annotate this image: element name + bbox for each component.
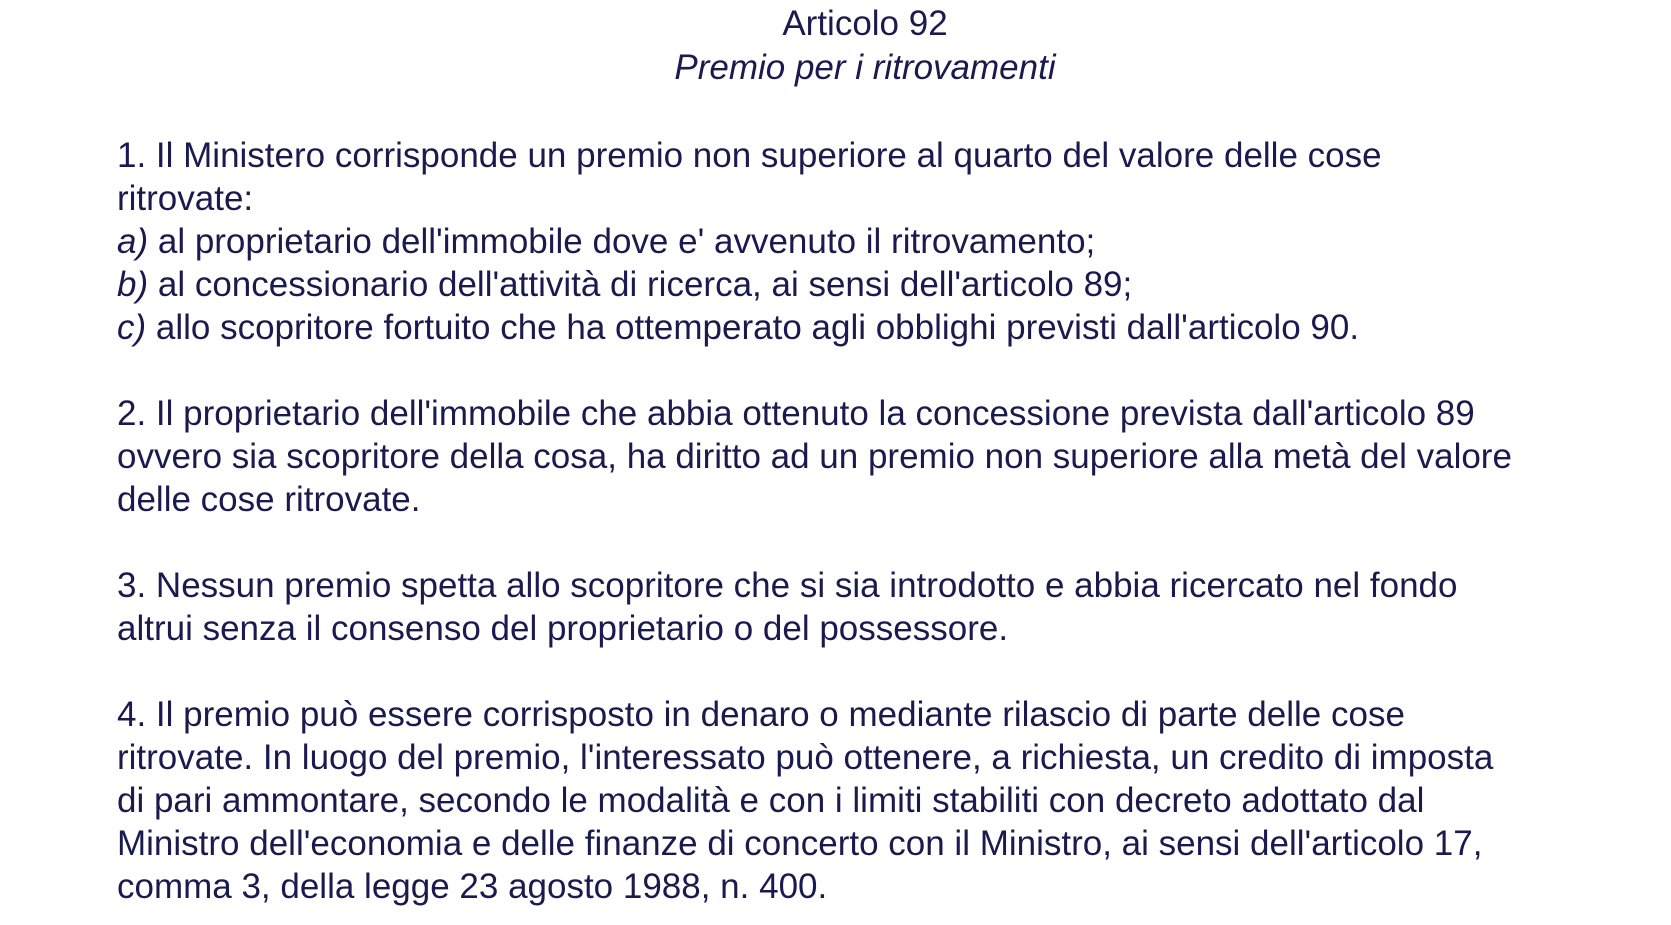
paragraph-line: di pari ammontare, secondo le modalità e con i limiti stabiliti con decreto adottato dal — [117, 781, 1425, 820]
paragraph-line: 2. Il proprietario dell'immobile che abbia ottenuto la concessione prevista dall'articolo 89 — [117, 394, 1475, 433]
paragraph-line: altrui senza il consenso del proprietario o del possessore. — [117, 609, 1009, 648]
list-item-b — [117, 263, 1657, 306]
paragraph-line: ritrovate. In luogo del premio, l'interessato può ottenere, a richiesta, un credito di imposta — [117, 738, 1494, 777]
paragraph-2 — [117, 392, 1657, 521]
paragraph-gap — [117, 650, 1657, 693]
paragraph-line: ritrovate: — [117, 179, 254, 218]
list-item-a — [117, 220, 1657, 263]
article-body — [117, 134, 1657, 908]
paragraph-gap — [117, 521, 1657, 564]
article-number: Articolo 92 — [782, 4, 948, 43]
list-text: al proprietario dell'immobile dove e' avvenuto il ritrovamento; — [148, 222, 1096, 261]
paragraph-4 — [117, 693, 1657, 908]
list-text: allo scopritore fortuito che ha ottemperato agli obblighi previsti dall'articolo 90. — [146, 308, 1360, 347]
paragraph-1 — [117, 134, 1657, 349]
paragraph-line: Ministro dell'economia e delle finanze di concerto con il Ministro, ai sensi dell'articolo 17, — [117, 824, 1483, 863]
list-letter: a) — [117, 222, 149, 261]
paragraph-line: 3. Nessun premio spetta allo scopritore che si sia introdotto e abbia ricercato nel fondo — [117, 566, 1458, 605]
list-letter: c) — [117, 308, 147, 347]
list-item-c — [117, 306, 1657, 349]
paragraph-line: 4. Il premio può essere corrisposto in denaro o mediante rilascio di parte delle cose — [117, 695, 1405, 734]
list-text: al concessionario dell'attività di ricerca, ai sensi dell'articolo 89; — [148, 265, 1133, 304]
paragraph-line: 1. Il Ministero corrisponde un premio non superiore al quarto del valore delle cose — [117, 136, 1382, 175]
paragraph-line: comma 3, della legge 23 agosto 1988, n. 400. — [117, 867, 828, 906]
list-letter: b) — [117, 265, 149, 304]
paragraph-gap — [117, 349, 1657, 392]
paragraph-3 — [117, 564, 1657, 650]
paragraph-line: delle cose ritrovate. — [117, 480, 421, 519]
paragraph-line: ovvero sia scopritore della cosa, ha diritto ad un premio non superiore alla metà del valore — [117, 437, 1512, 476]
article-subtitle: Premio per i ritrovamenti — [674, 48, 1056, 87]
